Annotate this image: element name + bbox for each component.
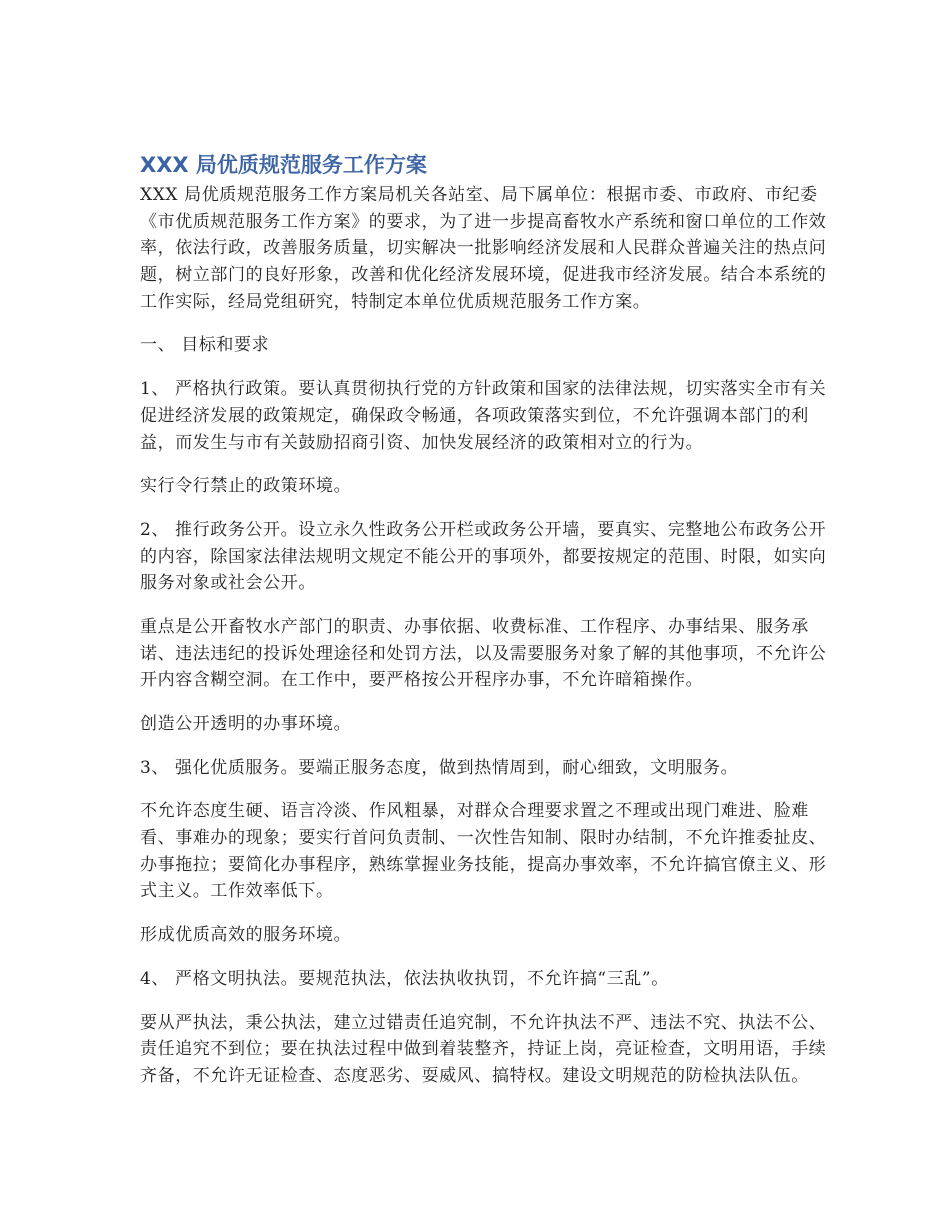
paragraph-line: 4、 严格文明执法。要规范执法，依法执收执罚，不允许搞“三乱”。 xyxy=(140,968,669,989)
paragraph xyxy=(140,922,820,949)
paragraph-line: XXX 局优质规范服务工作方案局机关各站室、局下属单位：根据市委、市政府、市纪委 xyxy=(140,185,818,205)
paragraph-line: 形成优质高效的服务环境。 xyxy=(140,925,352,946)
paragraph xyxy=(140,182,827,315)
paragraph-line: 开内容含糊空洞。在工作中，要严格按公开程序办事，不允许暗箱操作。 xyxy=(140,670,704,691)
paragraph-line: 题，树立部门的良好形象，改善和优化经济发展环境，促进我市经济发展。结合本系统的 xyxy=(140,265,827,286)
paragraph-line: 创造公开透明的办事环境。 xyxy=(140,714,352,734)
paragraph-line: 工作实际，经局党组研究，特制定本单位优质规范服务工作方案。 xyxy=(140,291,651,312)
paragraph-line: 3、 强化优质服务。要端正服务态度，做到热情周到，耐心细致，文明服务。 xyxy=(140,757,739,778)
paragraph-line: 看、事难办的现象；要实行首问负责制、一次性告知制、限时办结制，不允许推委扯皮、 xyxy=(140,828,827,849)
paragraph xyxy=(140,798,827,905)
paragraph-line: 诺、违法违纪的投诉处理途径和处罚方法，以及需要服务对象了解的其他事项，不允许公 xyxy=(140,643,827,664)
paragraph xyxy=(140,755,820,782)
paragraph-list xyxy=(140,182,827,1090)
paragraph-line: 促进经济发展的政策规定，确保政令畅通，各项政策落实到位，不允许强调本部门的利 xyxy=(140,405,809,426)
paragraph-line: 重点是公开畜牧水产部门的职责、办事依据、收费标准、工作程序、办事结果、服务承 xyxy=(140,616,809,637)
paragraph-line: 率，依法行政，改善服务质量，切实解决一批影响经济发展和人民群众普遍关注的热点问 xyxy=(140,238,827,259)
paragraph-line: 式主义。工作效率低下。 xyxy=(140,881,334,902)
paragraph-line: 服务对象或社会公开。 xyxy=(140,573,316,594)
paragraph-line: 的内容，除国家法律法规明文规定不能公开的事项外，都要按规定的范围、时限，如实向 xyxy=(140,546,827,567)
document-body xyxy=(140,150,827,1090)
paragraph-line: 实行令行禁止的政策环境。 xyxy=(140,476,352,497)
paragraph-line: 齐备，不允许无证检查、态度恶劣、耍威风、搞特权。建设文明规范的防检执法队伍。 xyxy=(140,1065,809,1086)
paragraph-line: 办事拖拉；要简化办事程序，熟练掌握业务技能，提高办事效率，不允许搞官僚主义、形 xyxy=(140,854,827,875)
paragraph xyxy=(140,332,820,359)
paragraph xyxy=(140,1010,827,1090)
paragraph-line: 《市优质规范服务工作方案》的要求，为了进一步提高畜牧水产系统和窗口单位的工作效 xyxy=(140,211,827,232)
paragraph xyxy=(140,376,827,456)
paragraph xyxy=(140,711,820,738)
paragraph-line: 不允许态度生硬、语言冷淡、作风粗暴，对群众合理要求置之不理或出现门难进、脸难 xyxy=(140,801,809,822)
paragraph xyxy=(140,517,827,597)
paragraph xyxy=(140,966,820,993)
paragraph-line: 责任追究不到位；要在执法过程中做到着装整齐，持证上岗，亮证检查，文明用语，手续 xyxy=(140,1039,827,1060)
paragraph-line: 一、 目标和要求 xyxy=(140,335,270,356)
paragraph-line: 要从严执法，秉公执法，建立过错责任追究制，不允许执法不严、违法不究、执法不公、 xyxy=(140,1012,827,1033)
paragraph-line: 2、 推行政务公开。设立永久性政务公开栏或政务公开墙，要真实、完整地公布政务公开 xyxy=(140,519,827,540)
paragraph-line: 1、 严格执行政策。要认真贯彻执行党的方针政策和国家的法律法规，切实落实全市有关 xyxy=(140,379,827,400)
paragraph xyxy=(140,473,820,500)
paragraph-line: 益，而发生与市有关鼓励招商引资、加快发展经济的政策相对立的行为。 xyxy=(140,432,704,453)
paragraph xyxy=(140,614,827,694)
document-title: XXX 局优质规范服务工作方案 xyxy=(140,153,427,177)
